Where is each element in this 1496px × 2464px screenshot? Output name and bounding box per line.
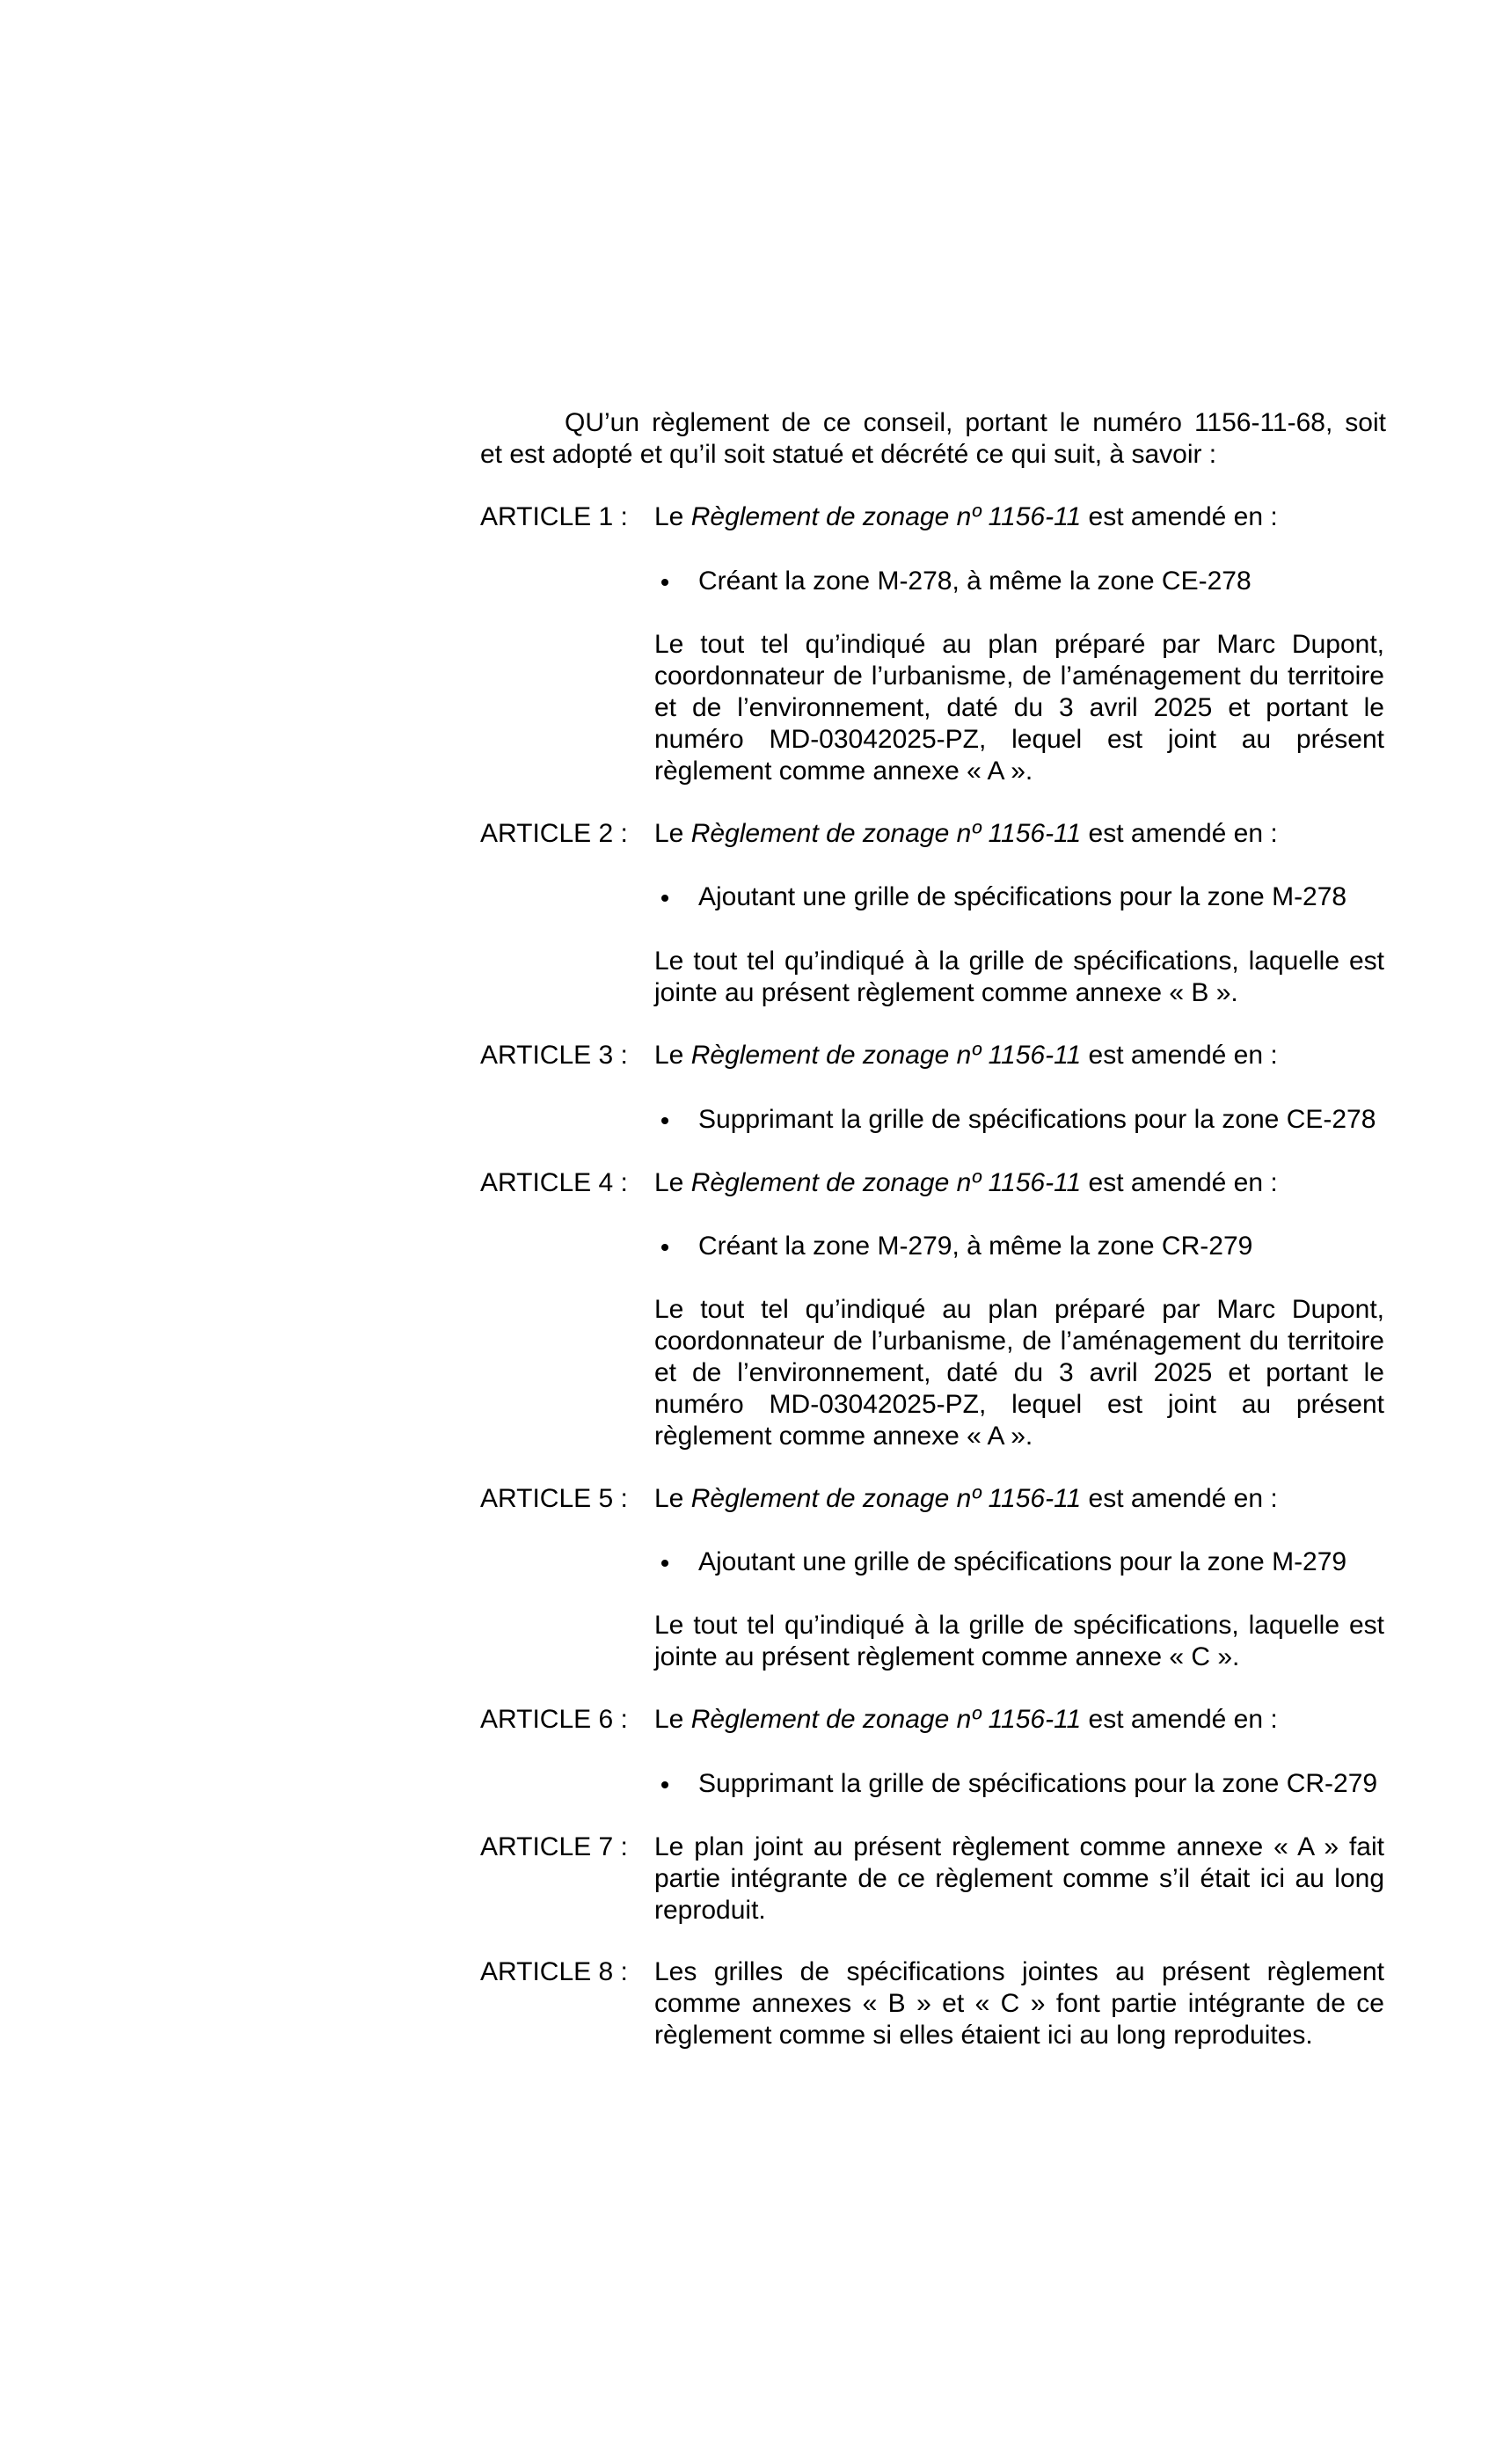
article-intro: Le Règlement de zonage nº 1156-11 est amendé en :	[654, 819, 1278, 848]
bullet-icon	[661, 579, 668, 586]
bullet-text: Supprimant la grille de spécifications pour la zone CE-278	[698, 1105, 1376, 1134]
para-line: jointe au présent règlement comme annexe « C ».	[654, 1642, 1240, 1671]
article-1-paragraph	[654, 629, 1384, 787]
para-line: reproduit.	[654, 1896, 766, 1925]
article-1-heading	[480, 501, 1386, 533]
article-6-bullet	[654, 1768, 1384, 1800]
para-line: règlement comme si elles étaient ici au long reproduites.	[654, 2021, 1313, 2050]
para-line: Le tout tel qu’indiqué au plan préparé par Marc Dupont,	[654, 630, 1384, 659]
para-line: numéro MD-03042025-PZ, lequel est joint au présent	[654, 725, 1384, 754]
para-line: et de l’environnement, daté du 3 avril 2025 et portant le	[654, 693, 1384, 722]
para-line: règlement comme annexe « A ».	[654, 757, 1033, 786]
article-label: ARTICLE 3 :	[480, 1041, 628, 1070]
para-line: coordonnateur de l’urbanisme, de l’aménagement du territoire	[654, 1327, 1384, 1356]
article-4-bullet	[654, 1231, 1384, 1262]
bullet-icon	[661, 1781, 668, 1788]
article-3-heading	[480, 1040, 1386, 1071]
article-7-text	[654, 1832, 1384, 1927]
article-label: ARTICLE 2 :	[480, 819, 628, 848]
bullet-icon	[661, 1117, 668, 1124]
article-3-bullet	[654, 1104, 1384, 1136]
article-6-heading	[480, 1704, 1386, 1736]
para-line: Le tout tel qu’indiqué à la grille de spécifications, laquelle est	[654, 1611, 1384, 1640]
bullet-text: Ajoutant une grille de spécifications pour la zone M-279	[698, 1547, 1347, 1576]
para-line: Le tout tel qu’indiqué à la grille de spécifications, laquelle est	[654, 947, 1384, 976]
article-2-bullet	[654, 881, 1384, 913]
reglement-title: Règlement de zonage nº 1156-11	[690, 1168, 1082, 1197]
article-label: ARTICLE 4 :	[480, 1168, 628, 1197]
intro-line-2: et est adopté et qu’il soit statué et décrété ce qui suit, à savoir :	[480, 440, 1217, 469]
article-label: ARTICLE 8 :	[480, 1957, 628, 1986]
intro-line-1: QU’un règlement de ce conseil, portant le numéro 1156-11-68, soit	[565, 408, 1386, 437]
bullet-text: Ajoutant une grille de spécifications pour la zone M-278	[698, 882, 1347, 911]
article-intro: Le Règlement de zonage nº 1156-11 est amendé en :	[654, 1041, 1278, 1070]
article-5-bullet	[654, 1546, 1384, 1578]
bullet-text: Créant la zone M-279, à même la zone CR-279	[698, 1232, 1253, 1261]
article-4-heading	[480, 1167, 1386, 1199]
intro-paragraph	[480, 407, 1386, 471]
article-label: ARTICLE 7 :	[480, 1832, 628, 1861]
reglement-title: Règlement de zonage nº 1156-11	[690, 819, 1082, 848]
reglement-title: Règlement de zonage nº 1156-11	[690, 1705, 1082, 1734]
article-label: ARTICLE 6 :	[480, 1705, 628, 1734]
reglement-title: Règlement de zonage nº 1156-11	[690, 1041, 1082, 1070]
para-line: et de l’environnement, daté du 3 avril 2025 et portant le	[654, 1358, 1384, 1387]
para-line: règlement comme annexe « A ».	[654, 1422, 1033, 1451]
article-5-paragraph	[654, 1610, 1384, 1673]
article-label: ARTICLE 1 :	[480, 502, 628, 531]
para-line: comme annexes « B » et « C » font partie intégrante de ce	[654, 1989, 1384, 2018]
article-8-text	[654, 1956, 1384, 2051]
article-2-heading	[480, 818, 1386, 850]
para-line: Les grilles de spécifications jointes au présent règlement	[654, 1957, 1384, 1986]
article-2-paragraph	[654, 946, 1384, 1009]
article-label: ARTICLE 5 :	[480, 1484, 628, 1513]
article-intro: Le Règlement de zonage nº 1156-11 est amendé en :	[654, 1705, 1278, 1734]
bullet-text: Créant la zone M-278, à même la zone CE-278	[698, 567, 1252, 596]
article-5-heading	[480, 1483, 1386, 1515]
article-1-bullet	[654, 566, 1384, 597]
reglement-title: Règlement de zonage nº 1156-11	[690, 1484, 1082, 1513]
para-line: jointe au présent règlement comme annexe « B ».	[654, 978, 1238, 1007]
article-intro: Le Règlement de zonage nº 1156-11 est amendé en :	[654, 1168, 1278, 1197]
bullet-icon	[661, 895, 668, 902]
para-line: partie intégrante de ce règlement comme s’il était ici au long	[654, 1864, 1384, 1893]
para-line: coordonnateur de l’urbanisme, de l’aménagement du territoire	[654, 662, 1384, 691]
article-intro: Le Règlement de zonage nº 1156-11 est amendé en :	[654, 502, 1278, 531]
bullet-icon	[661, 1560, 668, 1567]
para-line: Le tout tel qu’indiqué au plan préparé par Marc Dupont,	[654, 1295, 1384, 1324]
article-intro: Le Règlement de zonage nº 1156-11 est amendé en :	[654, 1484, 1278, 1513]
para-line: Le plan joint au présent règlement comme annexe « A » fait	[654, 1832, 1384, 1861]
para-line: numéro MD-03042025-PZ, lequel est joint au présent	[654, 1390, 1384, 1419]
bullet-icon	[661, 1244, 668, 1251]
bullet-text: Supprimant la grille de spécifications pour la zone CR-279	[698, 1769, 1378, 1798]
reglement-title: Règlement de zonage nº 1156-11	[690, 502, 1082, 531]
article-4-paragraph	[654, 1294, 1384, 1452]
